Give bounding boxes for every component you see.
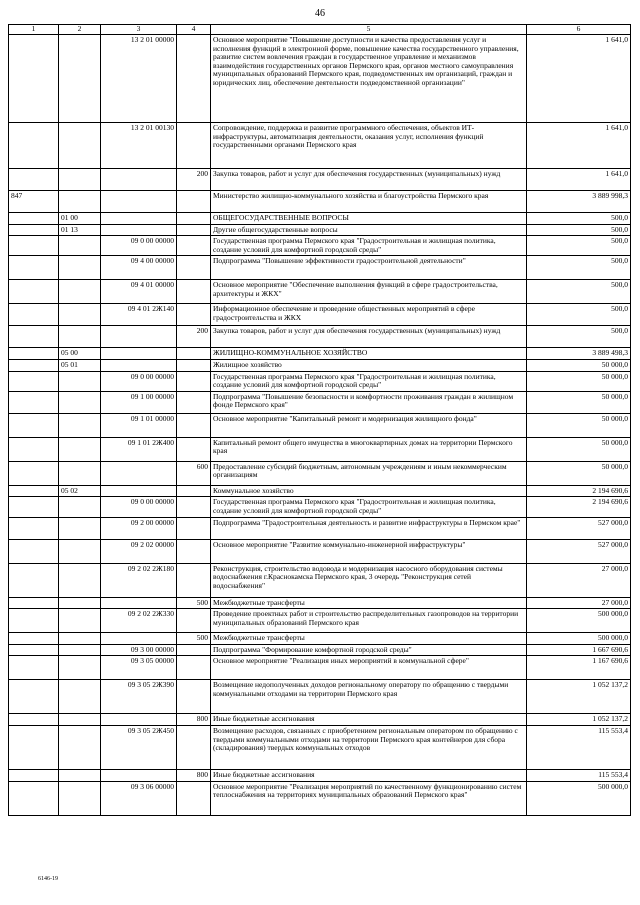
expense-type-cell <box>177 680 211 714</box>
column-number-3: 3 <box>101 25 177 35</box>
table-row <box>9 563 631 597</box>
target-article-cell: 09 0 00 00000 <box>101 497 177 517</box>
target-article-cell: 09 3 00 00000 <box>101 644 177 656</box>
target-article-cell <box>101 191 177 213</box>
table-row <box>9 213 631 225</box>
expense-type-cell <box>177 413 211 437</box>
target-article-cell <box>101 224 177 236</box>
target-article-cell <box>101 769 177 781</box>
description-cell: Государственная программа Пермского края "Градостроительная и жилищная политика, создание условий для комфортной городской среды" <box>211 371 527 391</box>
description-cell: Реконструкция, строительство водовода и модернизация насосного оборудования системы водоснабжения г.Краснокамска Пермского края, 3 очередь "Реконструкция сетей водоснабжения" <box>211 563 527 597</box>
amount-cell: 1 641,0 <box>527 35 631 123</box>
target-article-cell: 09 0 00 00000 <box>101 236 177 256</box>
expense-type-cell <box>177 280 211 304</box>
expense-type-cell <box>177 391 211 413</box>
table-row <box>9 256 631 280</box>
table-row <box>9 633 631 645</box>
table-row <box>9 461 631 485</box>
ministry-code-cell <box>9 609 59 633</box>
section-code-cell <box>59 169 101 191</box>
description-cell: Основное мероприятие "Реализация мероприятий по качественному функционированию систем теплоснабжения на территориях муниципальных образований Пермского края" <box>211 781 527 815</box>
target-article-cell <box>101 633 177 645</box>
table-row <box>9 326 631 348</box>
column-number-6: 6 <box>527 25 631 35</box>
target-article-cell: 09 1 01 2Ж400 <box>101 437 177 461</box>
amount-cell: 3 889 498,3 <box>527 348 631 360</box>
description-cell: Подпрограмма "Формирование комфортной городской среды" <box>211 644 527 656</box>
description-cell: Межбюджетные трансферты <box>211 597 527 609</box>
target-article-cell: 09 2 02 00000 <box>101 539 177 563</box>
ministry-code-cell <box>9 769 59 781</box>
expense-type-cell <box>177 656 211 680</box>
ministry-code-cell <box>9 304 59 326</box>
amount-cell: 50 000,0 <box>527 461 631 485</box>
table-row <box>9 714 631 726</box>
expense-type-cell <box>177 517 211 539</box>
amount-cell: 500 000,0 <box>527 609 631 633</box>
expense-type-cell <box>177 35 211 123</box>
section-code-cell <box>59 437 101 461</box>
amount-cell: 1 641,0 <box>527 123 631 169</box>
description-cell: Подпрограмма "Повышение безопасности и комфортности проживания граждан в жилищном фонде Пермского края" <box>211 391 527 413</box>
table-row <box>9 123 631 169</box>
table-row <box>9 644 631 656</box>
description-cell: Проведение проектных работ и строительство распределительных газопроводов на территории муниципальных образований Пермского края <box>211 609 527 633</box>
section-code-cell <box>59 461 101 485</box>
ministry-code-cell <box>9 539 59 563</box>
table-row <box>9 781 631 815</box>
budget-table <box>8 24 631 816</box>
section-code-cell <box>59 413 101 437</box>
ministry-code-cell: 847 <box>9 191 59 213</box>
table-row <box>9 224 631 236</box>
table-row <box>9 597 631 609</box>
description-cell: Коммунальное хозяйство <box>211 485 527 497</box>
target-article-cell: 09 1 01 00000 <box>101 413 177 437</box>
target-article-cell <box>101 359 177 371</box>
description-cell: Другие общегосударственные вопросы <box>211 224 527 236</box>
ministry-code-cell <box>9 656 59 680</box>
target-article-cell: 09 0 00 00000 <box>101 371 177 391</box>
document-code: 6146-19 <box>38 876 58 882</box>
target-article-cell: 09 3 06 00000 <box>101 781 177 815</box>
section-code-cell <box>59 609 101 633</box>
section-code-cell <box>59 256 101 280</box>
description-cell: Информационное обеспечение и проведение общественных мероприятий в сфере градостроительства и ЖКХ <box>211 304 527 326</box>
table-row <box>9 413 631 437</box>
description-cell: Основное мероприятие "Повышение доступности и качества предоставления услуг и исполнения функций в электронной форме, повышение качества государственного управления, развитие систем вовлечения граждан в государственное управление и механизмов взаимодействия государственных органов Пермского края, органов местного самоуправления муниципальных образований Пермского края, подведомственных им организаций, граждан и юридических лиц, обеспечение деятельности подведомственной организации" <box>211 35 527 123</box>
amount-cell: 50 000,0 <box>527 413 631 437</box>
table-row <box>9 485 631 497</box>
table-row <box>9 191 631 213</box>
ministry-code-cell <box>9 326 59 348</box>
ministry-code-cell <box>9 497 59 517</box>
target-article-cell: 13 2 01 00130 <box>101 123 177 169</box>
amount-cell: 500,0 <box>527 224 631 236</box>
page-number: 46 <box>315 8 325 19</box>
expense-type-cell <box>177 256 211 280</box>
ministry-code-cell <box>9 123 59 169</box>
expense-type-cell <box>177 123 211 169</box>
description-cell: Министерство жилищно-коммунального хозяйства и благоустройства Пермского края <box>211 191 527 213</box>
target-article-cell <box>101 326 177 348</box>
amount-cell: 1 167 690,6 <box>527 656 631 680</box>
description-cell: Межбюджетные трансферты <box>211 633 527 645</box>
table-row <box>9 35 631 123</box>
column-number-2: 2 <box>59 25 101 35</box>
amount-cell: 115 553,4 <box>527 769 631 781</box>
table-row <box>9 280 631 304</box>
table-row <box>9 359 631 371</box>
target-article-cell <box>101 485 177 497</box>
table-row <box>9 539 631 563</box>
table-row <box>9 304 631 326</box>
amount-cell: 500,0 <box>527 304 631 326</box>
description-cell: Основное мероприятие "Обеспечение выполнения функций в сфере градостроительства, архитектуры и ЖКХ" <box>211 280 527 304</box>
section-code-cell: 01 13 <box>59 224 101 236</box>
description-cell: Предоставление субсидий бюджетным, автономным учреждениям и иным некоммерческим организациям <box>211 461 527 485</box>
section-code-cell <box>59 236 101 256</box>
section-code-cell <box>59 539 101 563</box>
ministry-code-cell <box>9 644 59 656</box>
description-cell: Государственная программа Пермского края "Градостроительная и жилищная политика, создание условий для комфортной городской среды" <box>211 497 527 517</box>
section-code-cell <box>59 680 101 714</box>
section-code-cell <box>59 517 101 539</box>
column-number-row <box>9 25 631 35</box>
table-row <box>9 769 631 781</box>
expense-type-cell: 800 <box>177 769 211 781</box>
table-row <box>9 437 631 461</box>
target-article-cell: 09 3 05 2Ж390 <box>101 680 177 714</box>
description-cell: Сопровождение, поддержка и развитие программного обеспечения, объектов ИТ-инфраструктуры, автоматизация деятельности, оказания услуг, исполнения функций государственными органами Пермского края <box>211 123 527 169</box>
expense-type-cell <box>177 224 211 236</box>
table-row <box>9 236 631 256</box>
ministry-code-cell <box>9 391 59 413</box>
target-article-cell <box>101 169 177 191</box>
amount-cell: 527 000,0 <box>527 517 631 539</box>
expense-type-cell <box>177 485 211 497</box>
table-row <box>9 725 631 769</box>
amount-cell: 1 052 137,2 <box>527 680 631 714</box>
table-body <box>9 35 631 816</box>
description-cell: Возмещение недополученных доходов региональному оператору по обращению с твердыми коммунальными отходами на территории Пермского края <box>211 680 527 714</box>
target-article-cell <box>101 714 177 726</box>
target-article-cell <box>101 597 177 609</box>
amount-cell: 2 194 690,6 <box>527 485 631 497</box>
table-row <box>9 656 631 680</box>
section-code-cell <box>59 191 101 213</box>
ministry-code-cell <box>9 680 59 714</box>
amount-cell: 1 641,0 <box>527 169 631 191</box>
ministry-code-cell <box>9 781 59 815</box>
ministry-code-cell <box>9 348 59 360</box>
description-cell: Подпрограмма "Градостроительная деятельность и развитие инфраструктуры в Пермском крае" <box>211 517 527 539</box>
section-code-cell <box>59 644 101 656</box>
target-article-cell <box>101 461 177 485</box>
section-code-cell <box>59 123 101 169</box>
amount-cell: 2 194 690,6 <box>527 497 631 517</box>
description-cell: ОБЩЕГОСУДАРСТВЕННЫЕ ВОПРОСЫ <box>211 213 527 225</box>
amount-cell: 27 000,0 <box>527 563 631 597</box>
expense-type-cell <box>177 644 211 656</box>
target-article-cell: 09 3 05 00000 <box>101 656 177 680</box>
expense-type-cell <box>177 725 211 769</box>
amount-cell: 1 667 690,6 <box>527 644 631 656</box>
ministry-code-cell <box>9 169 59 191</box>
expense-type-cell <box>177 497 211 517</box>
amount-cell: 115 553,4 <box>527 725 631 769</box>
ministry-code-cell <box>9 725 59 769</box>
amount-cell: 27 000,0 <box>527 597 631 609</box>
target-article-cell <box>101 348 177 360</box>
ministry-code-cell <box>9 35 59 123</box>
section-code-cell: 05 00 <box>59 348 101 360</box>
ministry-code-cell <box>9 633 59 645</box>
ministry-code-cell <box>9 437 59 461</box>
target-article-cell: 09 2 02 2Ж330 <box>101 609 177 633</box>
target-article-cell <box>101 213 177 225</box>
description-cell: ЖИЛИЩНО-КОММУНАЛЬНОЕ ХОЗЯЙСТВО <box>211 348 527 360</box>
table-row <box>9 497 631 517</box>
target-article-cell: 09 1 00 00000 <box>101 391 177 413</box>
amount-cell: 500 000,0 <box>527 781 631 815</box>
ministry-code-cell <box>9 224 59 236</box>
expense-type-cell: 800 <box>177 714 211 726</box>
expense-type-cell <box>177 213 211 225</box>
ministry-code-cell <box>9 236 59 256</box>
ministry-code-cell <box>9 256 59 280</box>
section-code-cell <box>59 497 101 517</box>
table-row <box>9 680 631 714</box>
target-article-cell: 09 2 00 00000 <box>101 517 177 539</box>
description-cell: Жилищное хозяйство <box>211 359 527 371</box>
table-row <box>9 609 631 633</box>
table-row <box>9 391 631 413</box>
section-code-cell <box>59 304 101 326</box>
section-code-cell <box>59 714 101 726</box>
amount-cell: 500,0 <box>527 236 631 256</box>
expense-type-cell <box>177 563 211 597</box>
description-cell: Подпрограмма "Повышение эффективности градостроительной деятельности" <box>211 256 527 280</box>
section-code-cell <box>59 326 101 348</box>
expense-type-cell <box>177 539 211 563</box>
section-code-cell: 05 02 <box>59 485 101 497</box>
description-cell: Основное мероприятие "Развитие коммунально-инженерной инфраструктуры" <box>211 539 527 563</box>
ministry-code-cell <box>9 413 59 437</box>
amount-cell: 500 000,0 <box>527 633 631 645</box>
column-number-1: 1 <box>9 25 59 35</box>
description-cell: Государственная программа Пермского края "Градостроительная и жилищная политика, создание условий для комфортной городской среды" <box>211 236 527 256</box>
ministry-code-cell <box>9 485 59 497</box>
description-cell: Основное мероприятие "Капитальный ремонт и модернизация жилищного фонда" <box>211 413 527 437</box>
description-cell: Закупка товаров, работ и услуг для обеспечения государственных (муниципальных) нужд <box>211 169 527 191</box>
expense-type-cell <box>177 359 211 371</box>
ministry-code-cell <box>9 213 59 225</box>
expense-type-cell <box>177 348 211 360</box>
amount-cell: 500,0 <box>527 326 631 348</box>
ministry-code-cell <box>9 461 59 485</box>
expense-type-cell: 500 <box>177 597 211 609</box>
ministry-code-cell <box>9 563 59 597</box>
amount-cell: 50 000,0 <box>527 371 631 391</box>
table-row <box>9 169 631 191</box>
expense-type-cell <box>177 236 211 256</box>
amount-cell: 1 052 137,2 <box>527 714 631 726</box>
ministry-code-cell <box>9 517 59 539</box>
expense-type-cell <box>177 191 211 213</box>
description-cell: Возмещение расходов, связанных с приобретением региональным оператором по обращению с твердыми коммунальными отходами на территории Пермского края контейнеров для сбора (складирования) твердых коммунальных отходов <box>211 725 527 769</box>
amount-cell: 527 000,0 <box>527 539 631 563</box>
ministry-code-cell <box>9 359 59 371</box>
target-article-cell: 09 3 05 2Ж450 <box>101 725 177 769</box>
target-article-cell: 09 4 00 00000 <box>101 256 177 280</box>
amount-cell: 500,0 <box>527 256 631 280</box>
table-row <box>9 348 631 360</box>
amount-cell: 3 889 998,3 <box>527 191 631 213</box>
target-article-cell: 09 4 01 00000 <box>101 280 177 304</box>
expense-type-cell <box>177 371 211 391</box>
section-code-cell: 05 01 <box>59 359 101 371</box>
expense-type-cell <box>177 781 211 815</box>
section-code-cell <box>59 280 101 304</box>
section-code-cell <box>59 725 101 769</box>
target-article-cell: 09 2 02 2Ж180 <box>101 563 177 597</box>
expense-type-cell: 600 <box>177 461 211 485</box>
target-article-cell: 09 4 01 2Ж140 <box>101 304 177 326</box>
target-article-cell: 13 2 01 00000 <box>101 35 177 123</box>
ministry-code-cell <box>9 714 59 726</box>
description-cell: Иные бюджетные ассигнования <box>211 714 527 726</box>
table-row <box>9 371 631 391</box>
ministry-code-cell <box>9 280 59 304</box>
description-cell: Иные бюджетные ассигнования <box>211 769 527 781</box>
section-code-cell <box>59 35 101 123</box>
section-code-cell <box>59 769 101 781</box>
ministry-code-cell <box>9 597 59 609</box>
description-cell: Капитальный ремонт общего имущества в многоквартирных домах на территории Пермского края <box>211 437 527 461</box>
expense-type-cell <box>177 304 211 326</box>
ministry-code-cell <box>9 371 59 391</box>
section-code-cell <box>59 633 101 645</box>
expense-type-cell <box>177 437 211 461</box>
amount-cell: 50 000,0 <box>527 359 631 371</box>
section-code-cell <box>59 597 101 609</box>
section-code-cell <box>59 781 101 815</box>
description-cell: Основное мероприятие "Реализация иных мероприятий в коммунальной сфере" <box>211 656 527 680</box>
expense-type-cell: 200 <box>177 326 211 348</box>
description-cell: Закупка товаров, работ и услуг для обеспечения государственных (муниципальных) нужд <box>211 326 527 348</box>
column-number-5: 5 <box>211 25 527 35</box>
section-code-cell <box>59 656 101 680</box>
section-code-cell <box>59 563 101 597</box>
section-code-cell <box>59 391 101 413</box>
column-number-4: 4 <box>177 25 211 35</box>
section-code-cell: 01 00 <box>59 213 101 225</box>
table-row <box>9 517 631 539</box>
amount-cell: 500,0 <box>527 213 631 225</box>
amount-cell: 50 000,0 <box>527 391 631 413</box>
amount-cell: 500,0 <box>527 280 631 304</box>
amount-cell: 50 000,0 <box>527 437 631 461</box>
section-code-cell <box>59 371 101 391</box>
expense-type-cell <box>177 609 211 633</box>
expense-type-cell: 500 <box>177 633 211 645</box>
expense-type-cell: 200 <box>177 169 211 191</box>
